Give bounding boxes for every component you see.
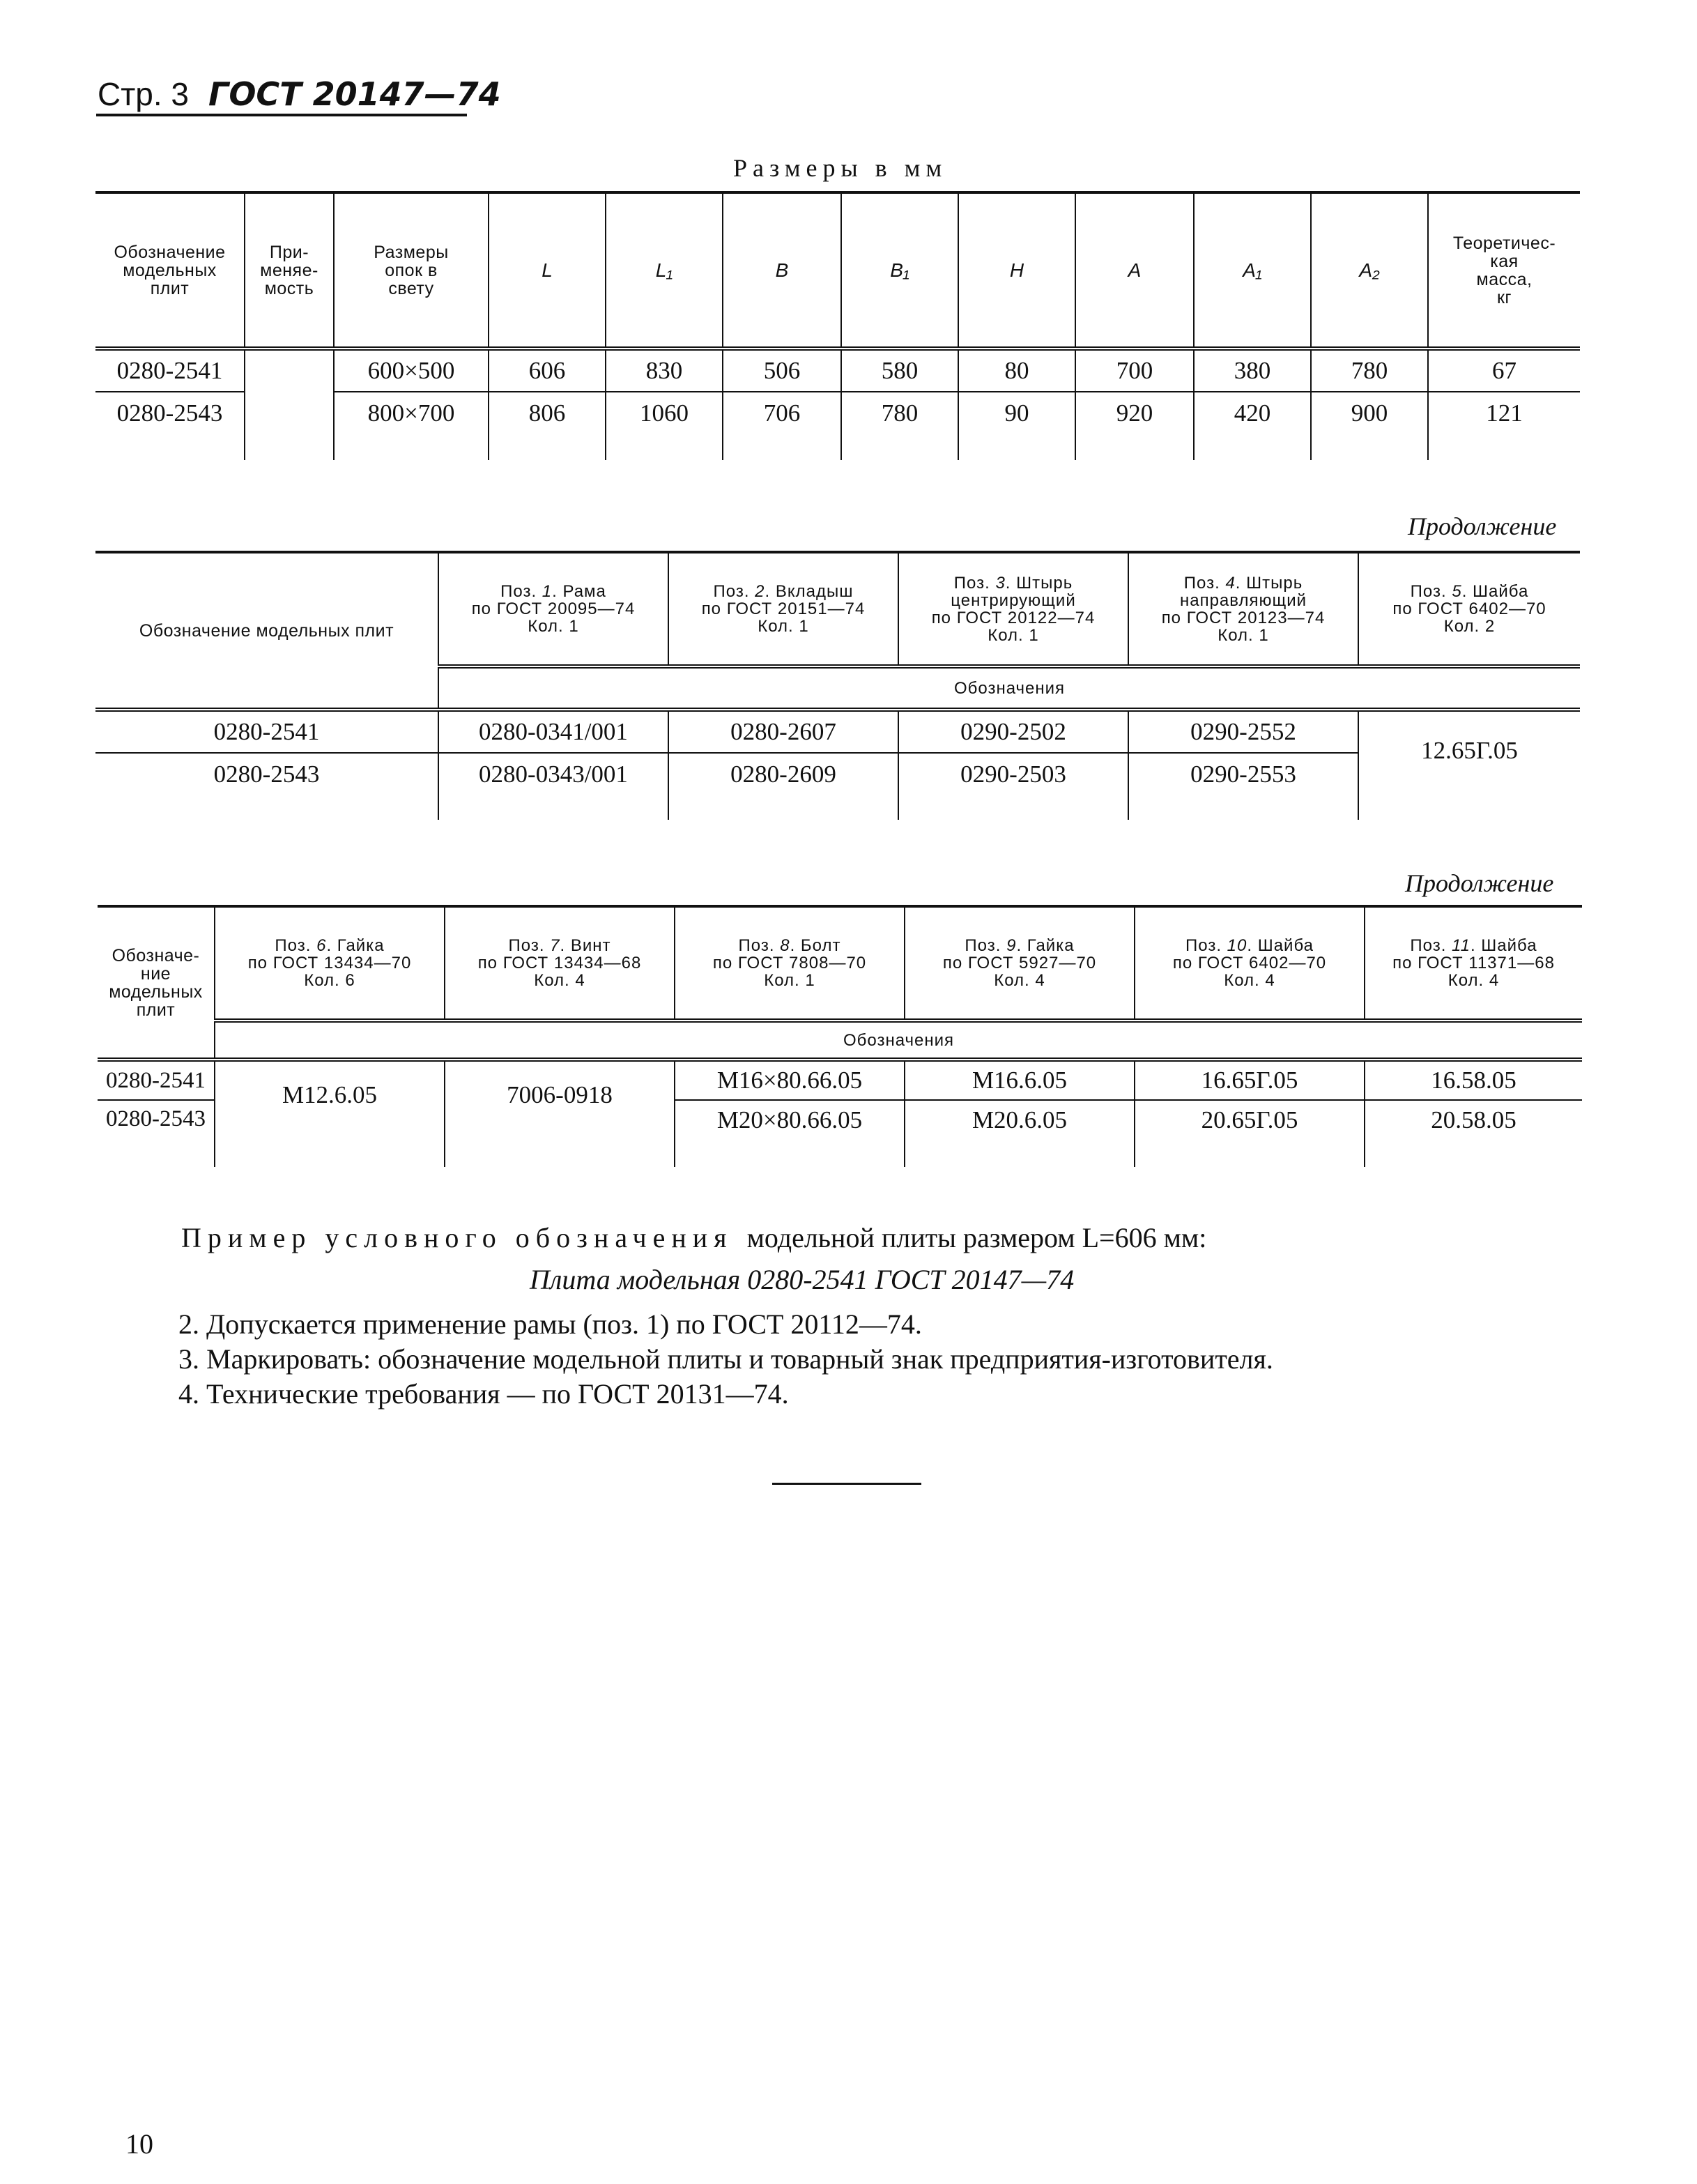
t3-col-pos6: Поз. 6. Гайка по ГОСТ 13434—70 Кол. 6 — [215, 906, 445, 1021]
row1-flask-size: 600×500 — [334, 349, 489, 392]
table-row — [95, 753, 1580, 820]
col-L1: L₁ — [606, 192, 723, 349]
row1-B1: 580 — [841, 349, 958, 392]
row2-L1: 1060 — [606, 392, 723, 460]
t3-col-pos7: Поз. 7. Винт по ГОСТ 13434—68 Кол. 4 — [445, 906, 675, 1021]
t2-row1-pos4: 0290-2552 — [1128, 710, 1358, 753]
t3-col-pos9: Поз. 9. Гайка по ГОСТ 5927—70 Кол. 4 — [905, 906, 1135, 1021]
t2-row2-pos4: 0290-2553 — [1128, 753, 1358, 820]
row1-L1: 830 — [606, 349, 723, 392]
row2-L: 806 — [489, 392, 606, 460]
t2-row2-designation: 0280-2543 — [213, 761, 320, 788]
t2-col-pos1: Поз. 1. Рама по ГОСТ 20095—74 Кол. 1 — [438, 552, 668, 666]
table-row — [98, 1060, 1582, 1100]
row2-A: 920 — [1075, 392, 1194, 460]
example-label: Пример условного обозначения — [181, 1222, 733, 1253]
components-table-2 — [98, 905, 1582, 1167]
note-3: 3. Маркировать: обозначение модельной плиты и товарный знак предприятия-изготовителя. — [178, 1343, 1273, 1375]
col-A2: A₂ — [1311, 192, 1428, 349]
note-2: 2. Допускается применение рамы (поз. 1) по ГОСТ 20112—74. — [178, 1308, 922, 1340]
row1-mass: 67 — [1428, 349, 1580, 392]
page-header — [98, 75, 501, 113]
dimensions-table — [95, 191, 1580, 460]
page-label: Стр. 3 — [98, 76, 190, 112]
t2-designations-label: Обозначения — [438, 666, 1580, 710]
row1-A2: 780 — [1311, 349, 1428, 392]
table3-continuation: Продолжение — [1405, 869, 1554, 897]
col-H: H — [958, 192, 1075, 349]
example-line — [181, 1221, 1206, 1254]
row2-A1: 420 — [1194, 392, 1311, 460]
t3-row1-pos11: 16.58.05 — [1365, 1060, 1582, 1100]
row2-mass: 121 — [1428, 392, 1580, 460]
t2-row2-pos1: 0280-0343/001 — [438, 753, 668, 820]
t3-row2-pos11: 20.58.05 — [1365, 1100, 1582, 1167]
t3-row2-pos8: М20×80.66.05 — [675, 1100, 905, 1167]
t2-col-pos5: Поз. 5. Шайба по ГОСТ 6402—70 Кол. 2 — [1358, 552, 1580, 666]
t3-col-pos8: Поз. 8. Болт по ГОСТ 7808—70 Кол. 1 — [675, 906, 905, 1021]
example-text: модельной плиты размером L=606 мм: — [746, 1222, 1207, 1253]
t2-row1-designation: 0280-2541 — [95, 710, 438, 753]
t3-row1-pos8: М16×80.66.05 — [675, 1060, 905, 1100]
col-B1: B₁ — [841, 192, 958, 349]
standard-number: ГОСТ 20147—74 — [208, 75, 501, 113]
row1-designation: 0280-2541 — [95, 349, 245, 392]
page-number: 10 — [125, 2128, 153, 2160]
t2-row2-pos3: 0290-2503 — [898, 753, 1128, 820]
components-table-1 — [95, 551, 1580, 820]
t3-col-pos10: Поз. 10. Шайба по ГОСТ 6402—70 Кол. 4 — [1135, 906, 1365, 1021]
table-row — [95, 349, 1580, 392]
t2-col-pos3: Поз. 3. Штырь центрирующий по ГОСТ 20122—74 Кол. 1 — [898, 552, 1128, 666]
t3-row2-pos9: М20.6.05 — [905, 1100, 1135, 1167]
t2-row1-pos1: 0280-0341/001 — [438, 710, 668, 753]
header-underline — [96, 114, 467, 116]
table2-continuation: Продолжение — [1408, 512, 1557, 540]
example-designation: Плита модельная 0280-2541 ГОСТ 20147—74 — [530, 1264, 1075, 1295]
row2-applicability — [245, 392, 334, 460]
col-A1: A₁ — [1194, 192, 1311, 349]
row1-A1: 380 — [1194, 349, 1311, 392]
t3-designations-label: Обозначения — [215, 1021, 1582, 1060]
t2-row1-pos2: 0280-2607 — [668, 710, 898, 753]
row1-applicability — [245, 349, 334, 392]
col-mass: Теоретичес- кая масса, кг — [1428, 192, 1580, 349]
t2-row1-pos3: 0290-2502 — [898, 710, 1128, 753]
t3-pos7-common: 7006-0918 — [445, 1060, 675, 1167]
row2-flask-size: 800×700 — [334, 392, 489, 460]
row2-H: 90 — [958, 392, 1075, 460]
t2-col-pos2: Поз. 2. Вкладыш по ГОСТ 20151—74 Кол. 1 — [668, 552, 898, 666]
row2-designation: 0280-2543 — [116, 399, 223, 427]
t2-col-pos4: Поз. 4. Штырь направляющий по ГОСТ 20123—74 Кол. 1 — [1128, 552, 1358, 666]
t3-row1-pos10: 16.65Г.05 — [1135, 1060, 1365, 1100]
t3-pos6-common: М12.6.05 — [215, 1060, 445, 1167]
col-applicability: При- меняе- мость — [245, 192, 334, 349]
table1-caption: Размеры в мм — [733, 154, 948, 182]
row2-B: 706 — [723, 392, 841, 460]
col-A: A — [1075, 192, 1194, 349]
row2-B1: 780 — [841, 392, 958, 460]
t3-col-designation: Обозначе- ние модельных плит — [98, 906, 215, 1060]
col-flask-size: Размеры опок в свету — [334, 192, 489, 349]
note-4: 4. Технические требования — по ГОСТ 20131—74. — [178, 1378, 789, 1410]
row1-A: 700 — [1075, 349, 1194, 392]
end-rule — [772, 1483, 921, 1485]
t3-row2-pos10: 20.65Г.05 — [1135, 1100, 1365, 1167]
t3-row1-pos9: М16.6.05 — [905, 1060, 1135, 1100]
row2-A2: 900 — [1311, 392, 1428, 460]
table-row — [95, 392, 1580, 460]
table-row — [95, 710, 1580, 753]
t2-pos5-common: 12.65Г.05 — [1358, 710, 1580, 820]
t2-col-designation: Обозначение модельных плит — [95, 552, 438, 710]
col-designation: Обозначение модельных плит — [95, 192, 245, 349]
col-B: B — [723, 192, 841, 349]
t2-row2-pos2: 0280-2609 — [668, 753, 898, 820]
t3-row2-designation: 0280-2543 — [98, 1100, 215, 1167]
row1-L: 606 — [489, 349, 606, 392]
t3-col-pos11: Поз. 11. Шайба по ГОСТ 11371—68 Кол. 4 — [1365, 906, 1582, 1021]
t3-row1-designation: 0280-2541 — [98, 1060, 215, 1100]
row1-B: 506 — [723, 349, 841, 392]
row1-H: 80 — [958, 349, 1075, 392]
col-L: L — [489, 192, 606, 349]
